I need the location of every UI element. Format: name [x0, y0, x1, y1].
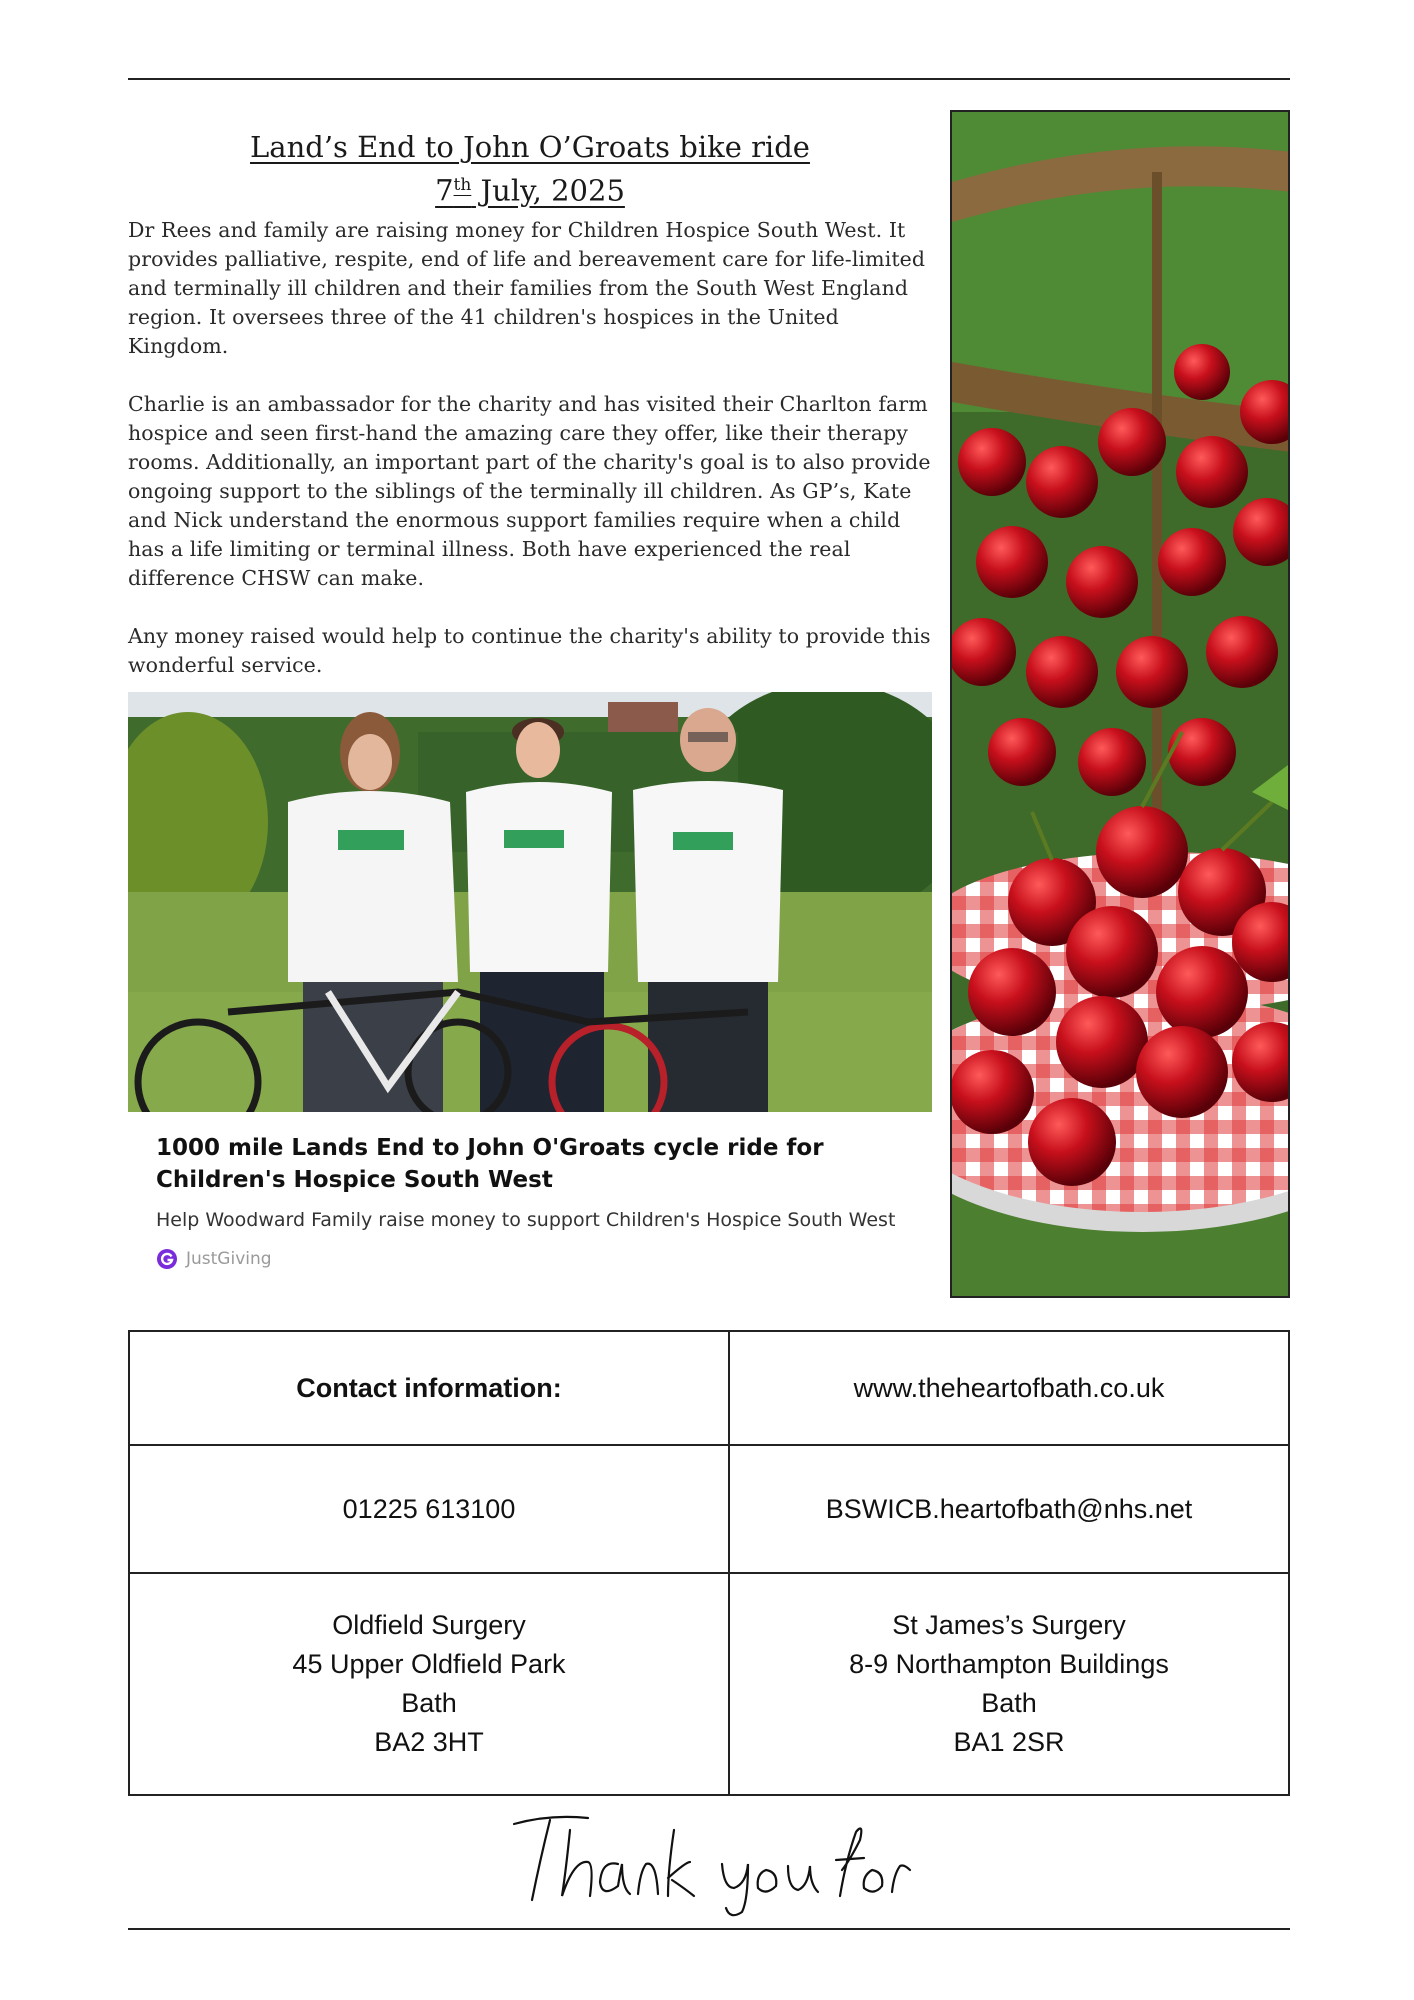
bottom-divider: [128, 1928, 1290, 1930]
address-line: BA1 2SR: [953, 1727, 1065, 1757]
signature-script: [490, 1800, 950, 1920]
article-paragraph: Charlie is an ambassador for the charity and has visited their Charlton farm hospice and seen first-hand the amazing care they offer, like their therapy rooms. Additionally, an important part of the charity's goal is to also provide ongoing support to the siblings of the terminally ill children. As GP’s, Kate and Nick understand the enormous support families require when a child has a life limiting or terminal illness. Both have experienced the real difference CHSW can make.: [128, 392, 931, 590]
date-rest: July, 2025: [471, 173, 625, 208]
st-james-surgery-address: [729, 1573, 1289, 1795]
website-link[interactable]: www.theheartofbath.co.uk: [729, 1331, 1289, 1445]
card-body: [156, 1132, 916, 1270]
oldfield-surgery-address: [129, 1573, 729, 1795]
article-body: [128, 216, 938, 709]
contact-table: [128, 1330, 1290, 1796]
article-title-line: Land’s End to John O’Groats bike ride: [250, 130, 810, 164]
article-title: [128, 128, 932, 210]
brand-name: JustGiving: [186, 1249, 272, 1269]
article-date: [128, 166, 932, 210]
article-paragraph: Dr Rees and family are raising money for Children Hospice South West. It provides palliative, respite, end of life and bereavement care for life-limited and terminally ill children and their families from the South West England region. It oversees three of the 41 children's hospices in the United Kingdom.: [128, 218, 926, 358]
fundraiser-card[interactable]: [128, 692, 932, 1328]
date-suffix: th: [453, 175, 472, 195]
justgiving-logo-icon: [156, 1248, 178, 1270]
card-title[interactable]: 1000 mile Lands End to John O'Groats cycle ride for Children's Hospice South West: [156, 1135, 824, 1193]
article-paragraph: Any money raised would help to continue the charity's ability to provide this wonderful service.: [128, 624, 931, 677]
address-line: 45 Upper Oldfield Park: [292, 1649, 566, 1679]
contact-heading: Contact information:: [129, 1331, 729, 1445]
top-divider: [128, 78, 1290, 80]
address-line: St James’s Surgery: [892, 1610, 1126, 1640]
justgiving-brand: [156, 1248, 916, 1270]
phone-number[interactable]: 01225 613100: [129, 1445, 729, 1573]
address-line: Bath: [401, 1688, 457, 1718]
cherries-photo: [950, 110, 1290, 1298]
date-day: 7: [435, 173, 454, 208]
address-line: BA2 3HT: [374, 1727, 484, 1757]
address-line: Oldfield Surgery: [332, 1610, 526, 1640]
email-link[interactable]: BSWICB.heartofbath@nhs.net: [729, 1445, 1289, 1573]
address-line: 8-9 Northampton Buildings: [849, 1649, 1169, 1679]
family-cycling-photo: [128, 692, 932, 1112]
address-line: Bath: [981, 1688, 1037, 1718]
card-description: Help Woodward Family raise money to support Children's Hospice South West: [156, 1209, 896, 1231]
thank-you-signature: [490, 1800, 950, 1920]
